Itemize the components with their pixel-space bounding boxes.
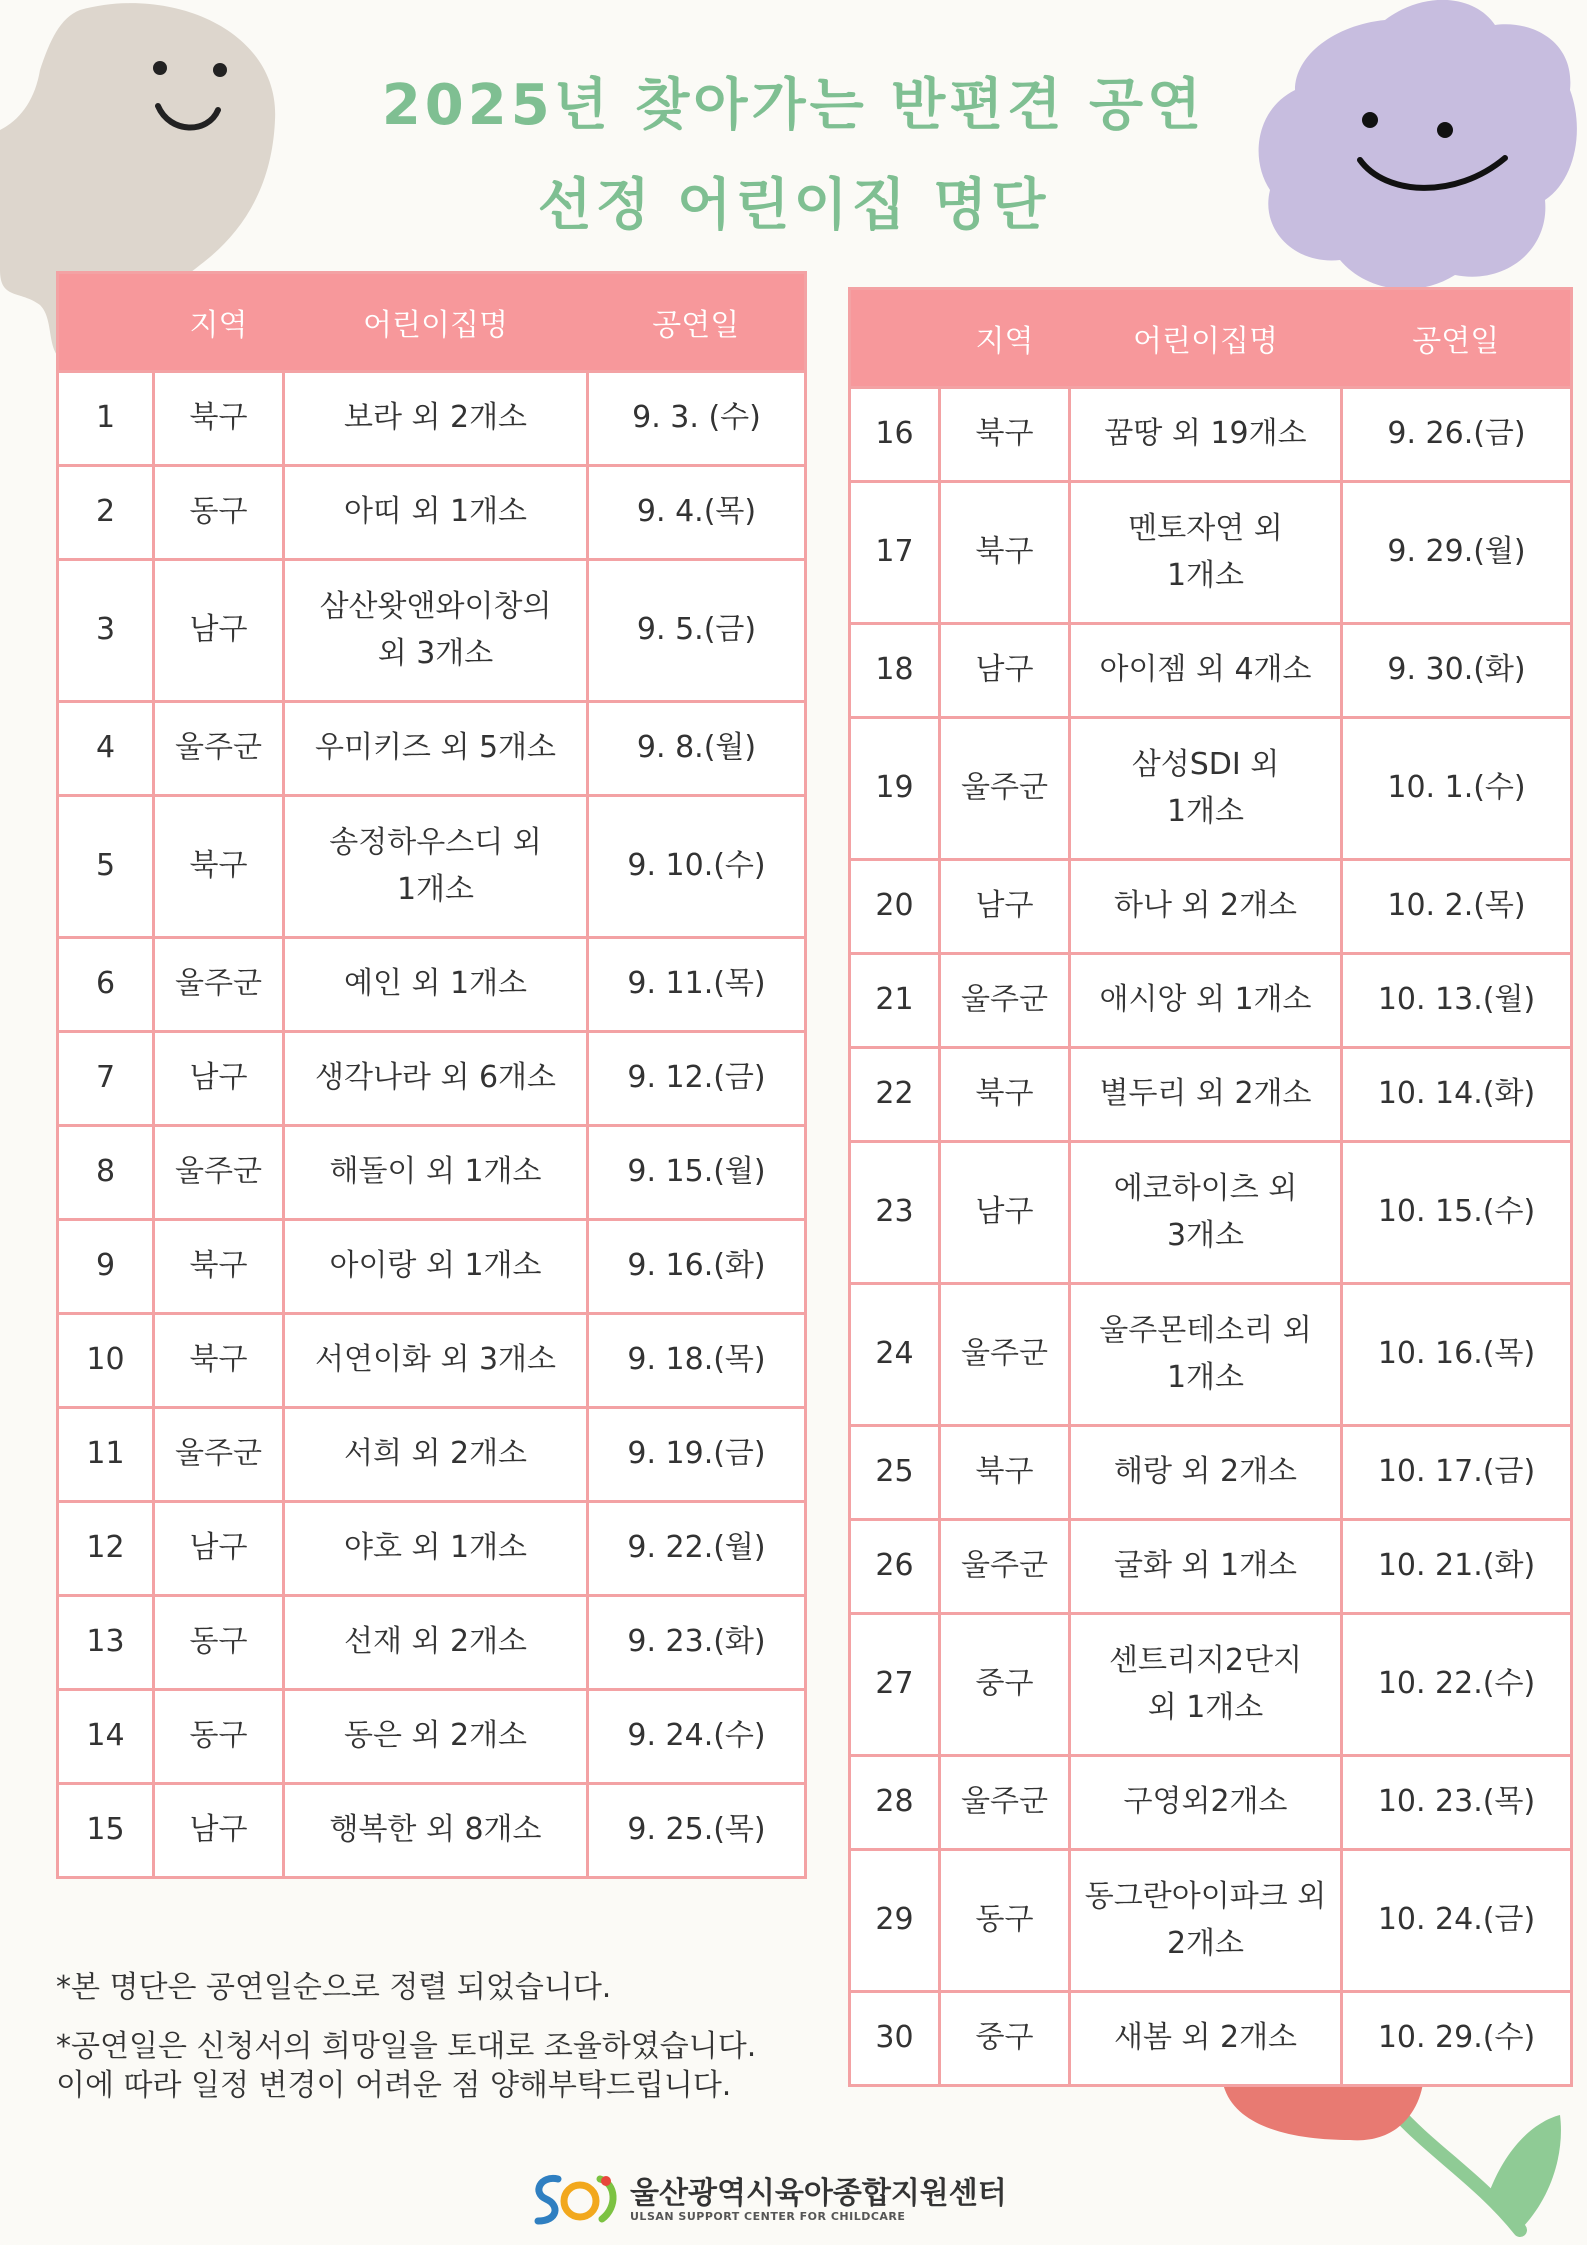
table-row [850,1850,1572,1992]
row-date-text: 9. 5.(금) [636,612,757,648]
row-region-text: 울주군 [961,1548,1048,1584]
row-number-text: 15 [86,1812,125,1848]
row-number-text: 5 [95,848,116,884]
row-date [588,560,806,702]
row-center-name-text: 생각나라 외 6개소 [314,1060,557,1096]
org-name: 울산광역시육아종합지원센터 [630,2176,1007,2211]
row-center-name-text: 센트리지2단지 외 1개소 [1109,1643,1302,1725]
row-center-name-text: 아이젬 외 4개소 [1099,652,1312,688]
row-region [154,938,284,1032]
row-region-text: 북구 [975,534,1034,570]
row-number-text: 30 [875,2020,914,2056]
row-number [58,372,154,466]
row-date-text: 9. 30.(화) [1387,652,1526,688]
row-number-text: 25 [875,1454,914,1490]
row-date-text: 10. 21.(화) [1377,1548,1536,1584]
row-date [588,1502,806,1596]
row-center-name-text: 아이랑 외 1개소 [329,1248,542,1284]
row-number-text: 27 [875,1666,914,1702]
header-center-name: 어린이집명 [1070,289,1342,388]
row-date-text: 9. 25.(목) [627,1812,766,1848]
row-region [940,482,1070,624]
row-number [850,1520,940,1614]
row-date [588,1784,806,1878]
row-region [940,718,1070,860]
row-number [850,718,940,860]
row-region-text: 남구 [975,888,1034,924]
row-center-name-text: 야호 외 1개소 [343,1530,528,1566]
row-number [850,1756,940,1850]
row-region [940,1756,1070,1850]
row-region [154,1126,284,1220]
row-date [1342,1756,1572,1850]
row-region-text: 동구 [189,1718,248,1754]
table-row [850,860,1572,954]
row-number [850,954,940,1048]
row-center-name-text: 송정하우스디 외 1개소 [329,825,542,907]
row-date-text: 9. 3. (수) [632,400,761,436]
row-number-text: 19 [875,770,914,806]
row-center-name [1070,1048,1342,1142]
row-center-name [1070,388,1342,482]
row-number-text: 28 [875,1784,914,1820]
table-row [850,1284,1572,1426]
row-region-text: 북구 [975,1454,1034,1490]
row-center-name [284,1502,588,1596]
header-date: 공연일 [1342,289,1572,388]
row-number [58,702,154,796]
row-number-text: 6 [95,966,116,1002]
row-center-name [284,702,588,796]
table-row [58,1784,806,1878]
row-date [588,372,806,466]
row-number-text: 20 [875,888,914,924]
header-region: 지역 [154,273,284,372]
row-number-text: 4 [95,730,116,766]
row-center-name-text: 아띠 외 1개소 [343,494,528,530]
row-region-text: 울주군 [961,982,1048,1018]
row-date-text: 9. 24.(수) [627,1718,766,1754]
row-date-text: 9. 15.(월) [627,1154,766,1190]
row-center-name [1070,860,1342,954]
table-row [58,1502,806,1596]
row-number-text: 3 [95,612,116,648]
row-date-text: 9. 18.(목) [627,1342,766,1378]
row-number [850,1426,940,1520]
row-date-text: 10. 22.(수) [1377,1666,1536,1702]
table-row [58,796,806,938]
row-center-name-text: 애시앙 외 1개소 [1099,982,1312,1018]
row-region-text: 남구 [189,1060,248,1096]
row-date [1342,954,1572,1048]
row-date [1342,1850,1572,1992]
table-row [58,1690,806,1784]
row-center-name [1070,1426,1342,1520]
row-region [940,1614,1070,1756]
row-number-text: 14 [86,1718,125,1754]
notes [56,1968,776,2125]
row-center-name-text: 하나 외 2개소 [1113,888,1298,924]
table-row [850,1048,1572,1142]
row-number [850,1614,940,1756]
row-number-text: 12 [86,1530,125,1566]
row-date-text: 10. 24.(금) [1377,1902,1536,1938]
row-center-name-text: 구영외2개소 [1123,1784,1288,1820]
row-number [850,1048,940,1142]
row-center-name [284,1032,588,1126]
row-date [1342,1520,1572,1614]
row-number-text: 10 [86,1342,125,1378]
row-center-name-text: 행복한 외 8개소 [329,1812,542,1848]
header-number [850,289,940,388]
row-region [940,388,1070,482]
row-number [58,1220,154,1314]
row-date-text: 10. 29.(수) [1377,2020,1536,2056]
row-center-name [284,796,588,938]
table-row [58,466,806,560]
row-region-text: 동구 [975,1902,1034,1938]
row-region [154,466,284,560]
note-sort-order: *본 명단은 공연일순으로 정렬 되었습니다. [56,1970,612,2005]
row-center-name [1070,482,1342,624]
row-number [850,1992,940,2086]
table-row [58,938,806,1032]
row-number-text: 26 [875,1548,914,1584]
row-region-text: 울주군 [961,770,1048,806]
row-region [154,1596,284,1690]
table-row [850,1142,1572,1284]
row-date [588,1408,806,1502]
row-date [1342,860,1572,954]
row-region-text: 울주군 [961,1784,1048,1820]
table-row [58,1596,806,1690]
header-center-name: 어린이집명 [284,273,588,372]
row-center-name-text: 동은 외 2개소 [343,1718,528,1754]
table-row [58,372,806,466]
row-date [1342,1142,1572,1284]
row-date [588,702,806,796]
row-number [58,1502,154,1596]
table-header-row [850,289,1572,388]
row-number-text: 21 [875,982,914,1018]
row-date [1342,1614,1572,1756]
row-number-text: 29 [875,1902,914,1938]
row-region-text: 북구 [975,416,1034,452]
row-number-text: 18 [875,652,914,688]
row-number-text: 1 [95,400,116,436]
schedule-table-right [848,287,1573,2087]
row-center-name [1070,1284,1342,1426]
row-date-text: 10. 2.(목) [1387,888,1526,924]
table-row [58,1220,806,1314]
row-region [154,1032,284,1126]
row-number [850,1142,940,1284]
table-row [850,388,1572,482]
blob-decoration [1255,0,1587,300]
row-number-text: 2 [95,494,116,530]
row-region-text: 남구 [189,1530,248,1566]
table-row [850,1614,1572,1756]
row-region [154,1314,284,1408]
row-date-text: 9. 19.(금) [627,1436,766,1472]
row-region-text: 남구 [189,1812,248,1848]
row-region [940,1992,1070,2086]
table-row [850,624,1572,718]
row-date-text: 10. 23.(목) [1377,1784,1536,1820]
row-date-text: 9. 8.(월) [636,730,757,766]
header-region: 지역 [940,289,1070,388]
row-number-text: 23 [875,1194,914,1230]
row-region [940,1284,1070,1426]
row-number [58,1126,154,1220]
row-center-name-text: 굴화 외 1개소 [1113,1548,1298,1584]
row-date [588,938,806,1032]
row-region [154,1784,284,1878]
row-number-text: 8 [95,1154,116,1190]
row-number-text: 22 [875,1076,914,1112]
table-row [58,1032,806,1126]
row-date [1342,1284,1572,1426]
table-header-row [58,273,806,372]
row-date [1342,388,1572,482]
row-region-text: 울주군 [175,730,262,766]
row-region [940,1142,1070,1284]
row-region [940,954,1070,1048]
row-center-name [284,1126,588,1220]
row-date [588,796,806,938]
row-date-text: 10. 15.(수) [1377,1194,1536,1230]
row-region [940,1520,1070,1614]
row-number [850,482,940,624]
row-center-name-text: 우미키즈 외 5개소 [314,730,557,766]
row-center-name-text: 에코하이츠 외 3개소 [1113,1171,1298,1253]
row-date [588,1690,806,1784]
table-row [58,702,806,796]
org-name-en: ULSAN SUPPORT CENTER FOR CHILDCARE [630,2210,906,2223]
row-region-text: 울주군 [175,1154,262,1190]
row-number-text: 17 [875,534,914,570]
row-number [58,938,154,1032]
row-number [850,1850,940,1992]
row-region [154,1220,284,1314]
row-number-text: 16 [875,416,914,452]
org-logo-icon [528,2171,620,2229]
row-date [588,1314,806,1408]
row-date-text: 9. 10.(수) [627,848,766,884]
row-number-text: 24 [875,1336,914,1372]
row-date-text: 10. 16.(목) [1377,1336,1536,1372]
row-center-name [284,560,588,702]
row-center-name-text: 별두리 외 2개소 [1099,1076,1312,1112]
row-center-name-text: 해돌이 외 1개소 [329,1154,542,1190]
table-row [850,1426,1572,1520]
row-region-text: 동구 [189,1624,248,1660]
row-center-name-text: 동그란아이파크 외 2개소 [1084,1879,1327,1961]
row-number-text: 13 [86,1624,125,1660]
row-date-text: 9. 29.(월) [1387,534,1526,570]
row-center-name [1070,1992,1342,2086]
ghost-eye-right [213,63,227,77]
page-title-line1: 2025년 찾아가는 반편견 공연 [381,73,1206,138]
row-date-text: 9. 12.(금) [627,1060,766,1096]
row-region-text: 중구 [975,2020,1034,2056]
row-region-text: 동구 [189,494,248,530]
header-number [58,273,154,372]
row-date [1342,482,1572,624]
row-region-text: 울주군 [961,1336,1048,1372]
table-row [850,718,1572,860]
row-center-name-text: 삼성SDI 외 1개소 [1131,747,1280,829]
table-row [850,1756,1572,1850]
row-date-text: 9. 23.(화) [627,1624,766,1660]
row-center-name-text: 울주몬테소리 외 1개소 [1099,1313,1312,1395]
row-center-name [284,1314,588,1408]
row-region [154,560,284,702]
row-region-text: 남구 [189,612,248,648]
row-region-text: 북구 [189,848,248,884]
row-center-name [284,1408,588,1502]
row-date [1342,718,1572,860]
row-number [58,1408,154,1502]
row-date-text: 9. 11.(목) [627,966,766,1002]
row-number [850,624,940,718]
row-date-text: 10. 14.(화) [1377,1076,1536,1112]
row-center-name-text: 해랑 외 2개소 [1113,1454,1298,1490]
row-date [1342,1426,1572,1520]
row-number [58,1314,154,1408]
table-row [850,482,1572,624]
row-date [1342,1048,1572,1142]
row-date-text: 10. 13.(월) [1377,982,1536,1018]
row-center-name [1070,1142,1342,1284]
row-number-text: 9 [95,1248,116,1284]
row-region [940,1048,1070,1142]
row-number [850,860,940,954]
row-center-name-text: 선재 외 2개소 [343,1624,528,1660]
row-date [588,1596,806,1690]
row-region [154,1690,284,1784]
row-center-name [1070,1850,1342,1992]
row-number [58,1032,154,1126]
row-number-text: 7 [95,1060,116,1096]
row-center-name [284,372,588,466]
row-date [588,1032,806,1126]
row-center-name [284,1596,588,1690]
row-center-name [284,1690,588,1784]
row-date-text: 9. 4.(목) [636,494,757,530]
table-row [58,1408,806,1502]
row-region [154,372,284,466]
row-region [154,1502,284,1596]
row-center-name [1070,718,1342,860]
row-date [588,1126,806,1220]
row-region-text: 남구 [975,652,1034,688]
row-center-name-text: 삼산왓앤와이창의 외 3개소 [319,589,552,671]
row-center-name [284,1784,588,1878]
row-number [58,1596,154,1690]
row-center-name-text: 보라 외 2개소 [343,400,528,436]
row-center-name [284,466,588,560]
row-number [850,388,940,482]
row-region-text: 북구 [975,1076,1034,1112]
row-number [58,466,154,560]
row-center-name [1070,1614,1342,1756]
row-number [58,1690,154,1784]
table-row [58,1314,806,1408]
table-row [850,1520,1572,1614]
row-center-name-text: 멘토자연 외 1개소 [1128,511,1283,593]
row-number [58,560,154,702]
row-center-name-text: 서연이화 외 3개소 [314,1342,557,1378]
row-number [58,796,154,938]
ghost-eye-left [153,61,167,75]
row-date-text: 9. 16.(화) [627,1248,766,1284]
row-date [588,1220,806,1314]
row-center-name-text: 예인 외 1개소 [343,966,528,1002]
table-row [58,560,806,702]
row-region-text: 북구 [189,1248,248,1284]
note-schedule-change: *공연일은 신청서의 희망일을 토대로 조율하였습니다. 이에 따라 일정 변경이 어려운 점 양해부탁드립니다. [56,2029,757,2103]
row-date-text: 10. 1.(수) [1387,770,1526,806]
row-region [940,860,1070,954]
row-center-name [1070,954,1342,1048]
table-row [850,1992,1572,2086]
row-region [154,796,284,938]
row-region [154,1408,284,1502]
table-row [58,1126,806,1220]
page-title-line2: 선정 어린이집 명단 [537,173,1050,238]
row-region-text: 북구 [189,400,248,436]
row-region [940,1850,1070,1992]
row-region-text: 울주군 [175,1436,262,1472]
row-region [940,1426,1070,1520]
row-date-text: 9. 26.(금) [1387,416,1526,452]
table-row [850,954,1572,1048]
row-center-name-text: 서희 외 2개소 [343,1436,528,1472]
row-center-name-text: 새봄 외 2개소 [1113,2020,1298,2056]
row-center-name [1070,1756,1342,1850]
row-number [850,1284,940,1426]
row-date-text: 10. 17.(금) [1377,1454,1536,1490]
row-center-name [1070,1520,1342,1614]
row-region-text: 울주군 [175,966,262,1002]
row-date-text: 9. 22.(월) [627,1530,766,1566]
row-date [1342,624,1572,718]
header-date: 공연일 [588,273,806,372]
footer-logo [528,2168,1007,2232]
row-date [1342,1992,1572,2086]
row-region [154,702,284,796]
row-center-name [1070,624,1342,718]
row-number [58,1784,154,1878]
row-center-name [284,938,588,1032]
row-region-text: 남구 [975,1194,1034,1230]
row-center-name [284,1220,588,1314]
row-date [588,466,806,560]
row-number-text: 11 [86,1436,125,1472]
row-center-name-text: 꿈땅 외 19개소 [1104,416,1307,452]
row-region-text: 북구 [189,1342,248,1378]
schedule-table-left [56,271,807,1879]
row-region-text: 중구 [975,1666,1034,1702]
row-region [940,624,1070,718]
